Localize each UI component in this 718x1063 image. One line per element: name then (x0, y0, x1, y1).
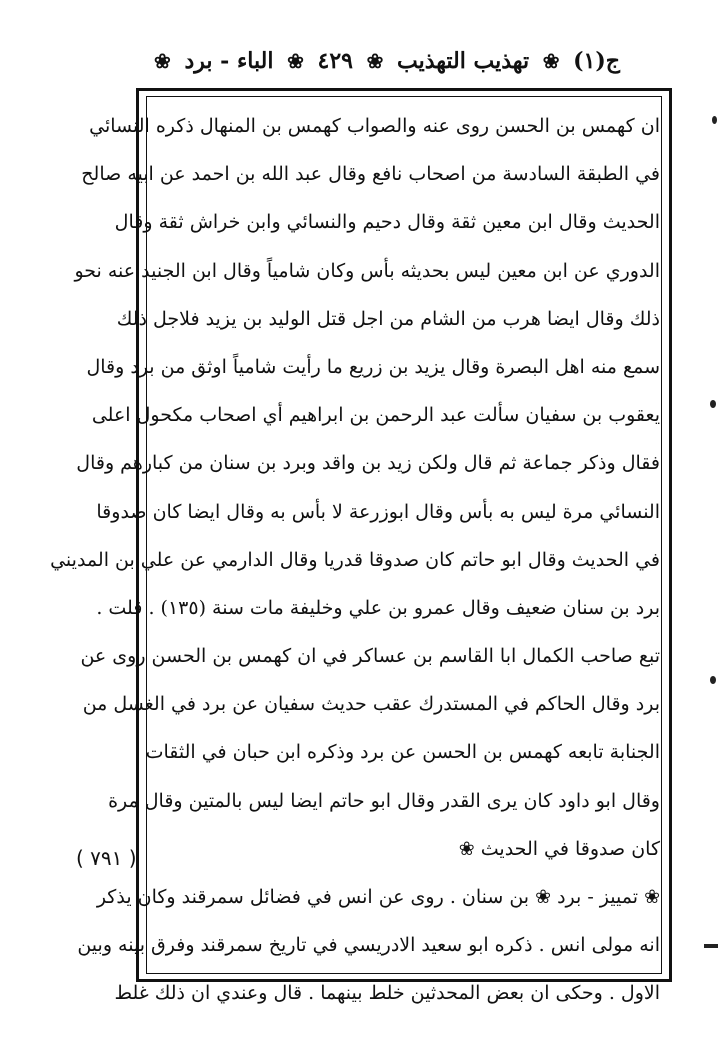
text-line: النسائي مرة ليس به بأس وقال ابوزرعة لا بأس به وقال ايضا كان صدوقا (96, 500, 660, 523)
margin-dash (704, 944, 718, 948)
text-line: ذلك وقال ايضا هرب من الشام من اجل قتل الوليد بن يزيد فلاجل ذلك (116, 307, 660, 330)
text-line: الاول . وحكى ان بعض المحدثين خلط بينهما . قال وعندي ان ذلك غلط (114, 982, 660, 1005)
text-line: برد بن سنان ضعيف وقال عمرو بن علي وخليفة مات سنة (١٣٥) . قلت . (96, 596, 660, 619)
margin-dot (710, 400, 716, 408)
ornament-icon: ❀ (154, 49, 171, 73)
header-book-title: تهذيب التهذيب (397, 48, 530, 74)
text-line: الدوري عن ابن معين ليس بحديثه بأس وكان شامياً وقال ابن الجنيد عنه نحو (74, 259, 660, 282)
margin-dot (712, 116, 717, 124)
text-line: انه مولى انس . ذكره ابو سعيد الادريسي في تاريخ سمرقند وفرق بينه وبين (77, 934, 660, 957)
text-line: وقال ابو داود كان يرى القدر وقال ابو حاتم ايضا ليس بالمتين وقال مرة (108, 789, 660, 812)
text-line: تبع صاحب الكمال ابا القاسم بن عساكر في ان كهمس بن الحسن روى عن (80, 645, 660, 668)
text-line: برد وقال الحاكم في المستدرك عقب حديث سفيان عن برد في الغسل من (82, 693, 660, 716)
ornament-icon: ❀ (542, 49, 560, 73)
ornament-icon: ❀ (287, 49, 304, 73)
text-line: كان صدوقا في الحديث ❀ (458, 837, 660, 860)
margin-dot (710, 676, 716, 684)
text-line: ❀ تمييز - برد ❀ بن سنان . روى عن انس في فضائل سمرقند وكان يذكر (96, 886, 660, 908)
text-line: ان كهمس بن الحسن روى عنه والصواب كهمس بن المنهال ذكره النسائي (89, 115, 660, 137)
text-line: سمع منه اهل البصرة وقال يزيد بن زريع ما رأيت شامياً اوثق من برد وقال (86, 355, 660, 378)
text-line: الحديث وقال ابن معين ثقة وقال دحيم والنسائي وابن خراش ثقة وقال (114, 211, 660, 234)
page-header (150, 36, 620, 86)
header-section: الباء - برد (184, 48, 274, 74)
text-line: الجنابة تابعه كهمس بن الحسن عن برد وذكره ابن حبان في الثقات (145, 741, 660, 764)
text-line: يعقوب بن سفيان سألت عبد الرحمن بن ابراهيم أي اصحاب مكحول اعلى (91, 404, 660, 427)
entry-number: ( ٧٩١ ) (76, 846, 137, 870)
text-line: في الحديث وقال ابو حاتم كان صدوقا قدريا وقال الدارمي عن علي بن المديني (50, 548, 660, 571)
header-page-number: ٤٢٩ (317, 48, 353, 74)
text-line: في الطبقة السادسة من اصحاب نافع وقال عبد الله بن احمد عن ابيه صالح (81, 163, 660, 186)
ornament-icon: ❀ (366, 49, 384, 73)
header-volume: ج(١) (573, 48, 620, 74)
text-line: فقال وذكر جماعة ثم قال ولكن زيد بن واقد وبرد بن سنان من كبارهم وقال (76, 452, 660, 475)
